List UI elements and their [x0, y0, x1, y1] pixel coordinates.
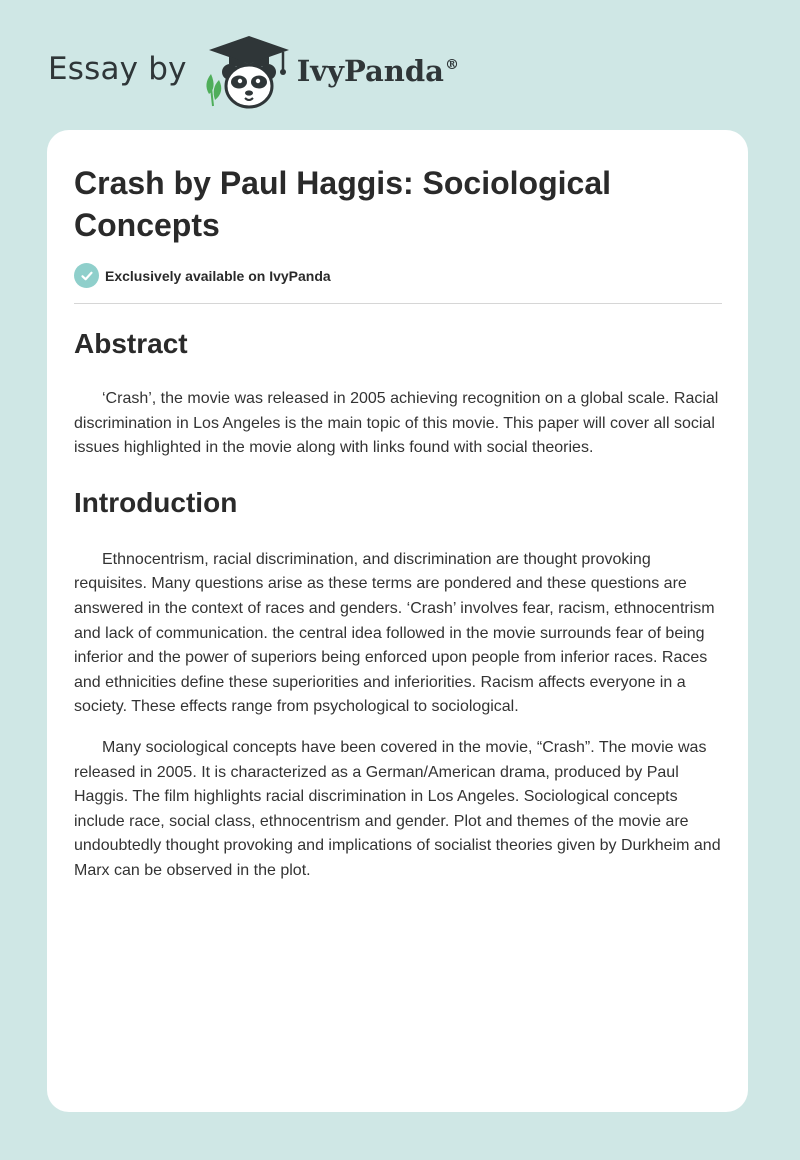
exclusive-badge: [74, 263, 331, 288]
brand-name: IvyPanda®: [296, 54, 459, 88]
exclusive-label: Exclusively available on IvyPanda: [105, 267, 331, 284]
abstract-paragraph: ‘Crash’, the movie was released in 2005 achieving recognition on a global scale. Racial discrimination in Los Angeles is the main topic of this movie. This paper will cover all social issues highlighted in the movie along with links found with social theories.: [74, 390, 719, 457]
essay-body: [74, 324, 722, 884]
section-heading-abstract: Abstract: [74, 328, 188, 359]
panda-graduate-logo-icon: [203, 34, 295, 110]
introduction-paragraph-1: Ethnocentrism, racial discrimination, and discrimination are thought provoking requisites. Many questions arise as these terms are pondered and these questions are answered in the context of races and genders. ‘Crash’ involves fear, racism, ethnocentrism and lack of communication. the central idea followed in the movie surrounds fear of being inferior and the power of superiors being enforced upon people from inferior races. Races and ethnicities define these superiorities and inferiorities. Racism affects everyone in a society. These effects range from psychological to sociological.: [74, 550, 715, 716]
divider: [74, 303, 722, 304]
introduction-paragraph-2: Many sociological concepts have been covered in the movie, “Crash”. The movie was released in 2005. It is characterized as a German/American drama, produced by Paul Haggis. The film highlights racial discrimination in Los Angeles. Sociological concepts include race, social class, ethnocentrism and gender. Plot and themes of the movie are undoubtedly thought provoking and implications of socialist theories given by Durkheim and Marx can be observed in the plot.: [74, 738, 721, 879]
brand-prefix: Essay by: [48, 51, 187, 87]
page-title: Crash by Paul Haggis: Sociological Concepts: [74, 165, 612, 243]
essay-card: [47, 130, 748, 1112]
site-header-brand[interactable]: [48, 34, 459, 110]
check-circle-icon: [74, 263, 99, 288]
section-heading-introduction: Introduction: [74, 486, 238, 518]
